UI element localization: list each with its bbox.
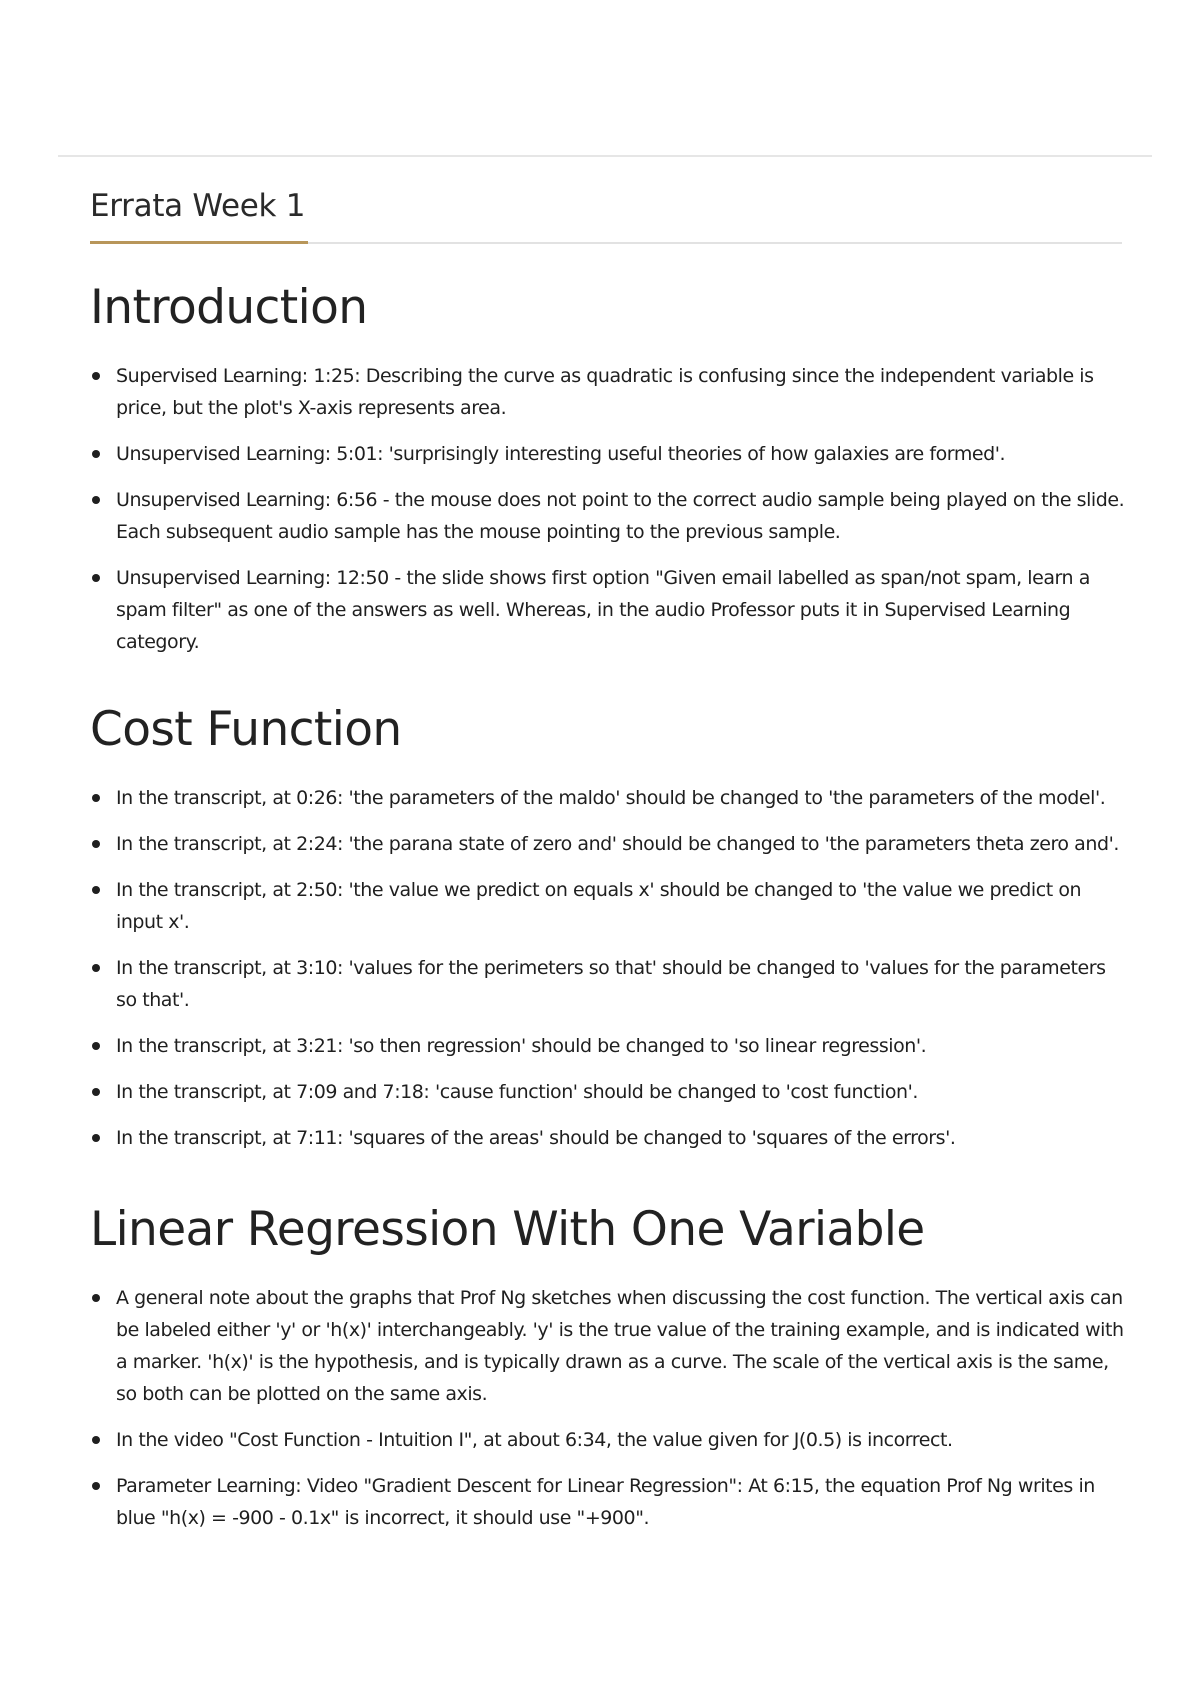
errata-list (90, 1282, 1130, 1534)
errata-text: In the transcript, at 2:24: 'the parana state of zero and' should be changed to 'the parameters theta zero and'. (116, 833, 1119, 855)
errata-text: Unsupervised Learning: 12:50 - the slide shows first option "Given email labelled as span/not spam, learn a spam filter" as one of the answers as well. Whereas, in the audio Professor puts it in Supervised Learning category. (116, 567, 1090, 653)
errata-text: In the transcript, at 2:50: 'the value we predict on equals x' should be changed to 'the value we predict on input x'. (116, 879, 1082, 933)
errata-text: In the video "Cost Function - Intuition I", at about 6:34, the value given for J(0.5) is incorrect. (116, 1429, 953, 1451)
bullet-icon (92, 372, 100, 380)
bullet-icon (92, 1436, 100, 1444)
section-heading: Linear Regression With One Variable (90, 1202, 925, 1257)
bullet-icon (92, 1042, 100, 1050)
errata-item (90, 438, 1130, 470)
errata-item (90, 484, 1130, 548)
section-introduction (90, 278, 1130, 658)
bullet-icon (92, 1294, 100, 1302)
errata-item (90, 782, 1130, 814)
bullet-icon (92, 450, 100, 458)
bullet-icon (92, 964, 100, 972)
errata-item (90, 952, 1130, 1016)
section-cost-function (90, 700, 1130, 1154)
errata-item (90, 1122, 1130, 1154)
bullet-icon (92, 840, 100, 848)
document-header (90, 186, 1122, 244)
errata-text: In the transcript, at 7:09 and 7:18: 'cause function' should be changed to 'cost function'. (116, 1081, 918, 1103)
errata-text: Unsupervised Learning: 5:01: 'surprisingly interesting useful theories of how galaxies are formed'. (116, 443, 1006, 465)
errata-text: In the transcript, at 0:26: 'the parameters of the maldo' should be changed to 'the parameters of the model'. (116, 787, 1106, 809)
errata-item (90, 562, 1130, 658)
errata-item (90, 1076, 1130, 1108)
section-linear-regression (90, 1200, 1130, 1534)
section-heading: Cost Function (90, 702, 402, 757)
errata-list (90, 782, 1130, 1154)
top-divider (58, 155, 1152, 157)
bullet-icon (92, 496, 100, 504)
errata-text: Parameter Learning: Video "Gradient Descent for Linear Regression": At 6:15, the equation Prof Ng writes in blue "h(x) = -900 - 0.1x" is incorrect, it should use "+900". (116, 1475, 1095, 1529)
title-accent-underline (90, 241, 308, 244)
errata-text: In the transcript, at 3:21: 'so then regression' should be changed to 'so linear regression'. (116, 1035, 927, 1057)
bullet-icon (92, 574, 100, 582)
errata-item (90, 1424, 1130, 1456)
errata-item (90, 874, 1130, 938)
document-body (90, 268, 1130, 1548)
section-heading: Introduction (90, 280, 368, 335)
bullet-icon (92, 886, 100, 894)
bullet-icon (92, 1134, 100, 1142)
errata-text: A general note about the graphs that Prof Ng sketches when discussing the cost function. The vertical axis can be labeled either 'y' or 'h(x)' interchangeably. 'y' is the true value of the training example, and is indicated with a marker. 'h(x)' is the hypothesis, and is typically drawn as a curve. The scale of the vertical axis is the same, so both can be plotted on the same axis. (116, 1287, 1124, 1405)
bullet-icon (92, 1482, 100, 1490)
bullet-icon (92, 1088, 100, 1096)
errata-text: Supervised Learning: 1:25: Describing the curve as quadratic is confusing since the independent variable is price, but the plot's X-axis represents area. (116, 365, 1094, 419)
document-title: Errata Week 1 (90, 188, 306, 224)
errata-item (90, 1030, 1130, 1062)
bullet-icon (92, 794, 100, 802)
errata-text: Unsupervised Learning: 6:56 - the mouse does not point to the correct audio sample being played on the slide. Each subsequent audio sample has the mouse pointing to the previous sample. (116, 489, 1125, 543)
errata-text: In the transcript, at 7:11: 'squares of the areas' should be changed to 'squares of the errors'. (116, 1127, 956, 1149)
errata-item (90, 360, 1130, 424)
errata-item (90, 1282, 1130, 1410)
errata-text: In the transcript, at 3:10: 'values for the perimeters so that' should be changed to 'values for the parameters so that'. (116, 957, 1106, 1011)
errata-item (90, 1470, 1130, 1534)
errata-list (90, 360, 1130, 658)
errata-item (90, 828, 1130, 860)
